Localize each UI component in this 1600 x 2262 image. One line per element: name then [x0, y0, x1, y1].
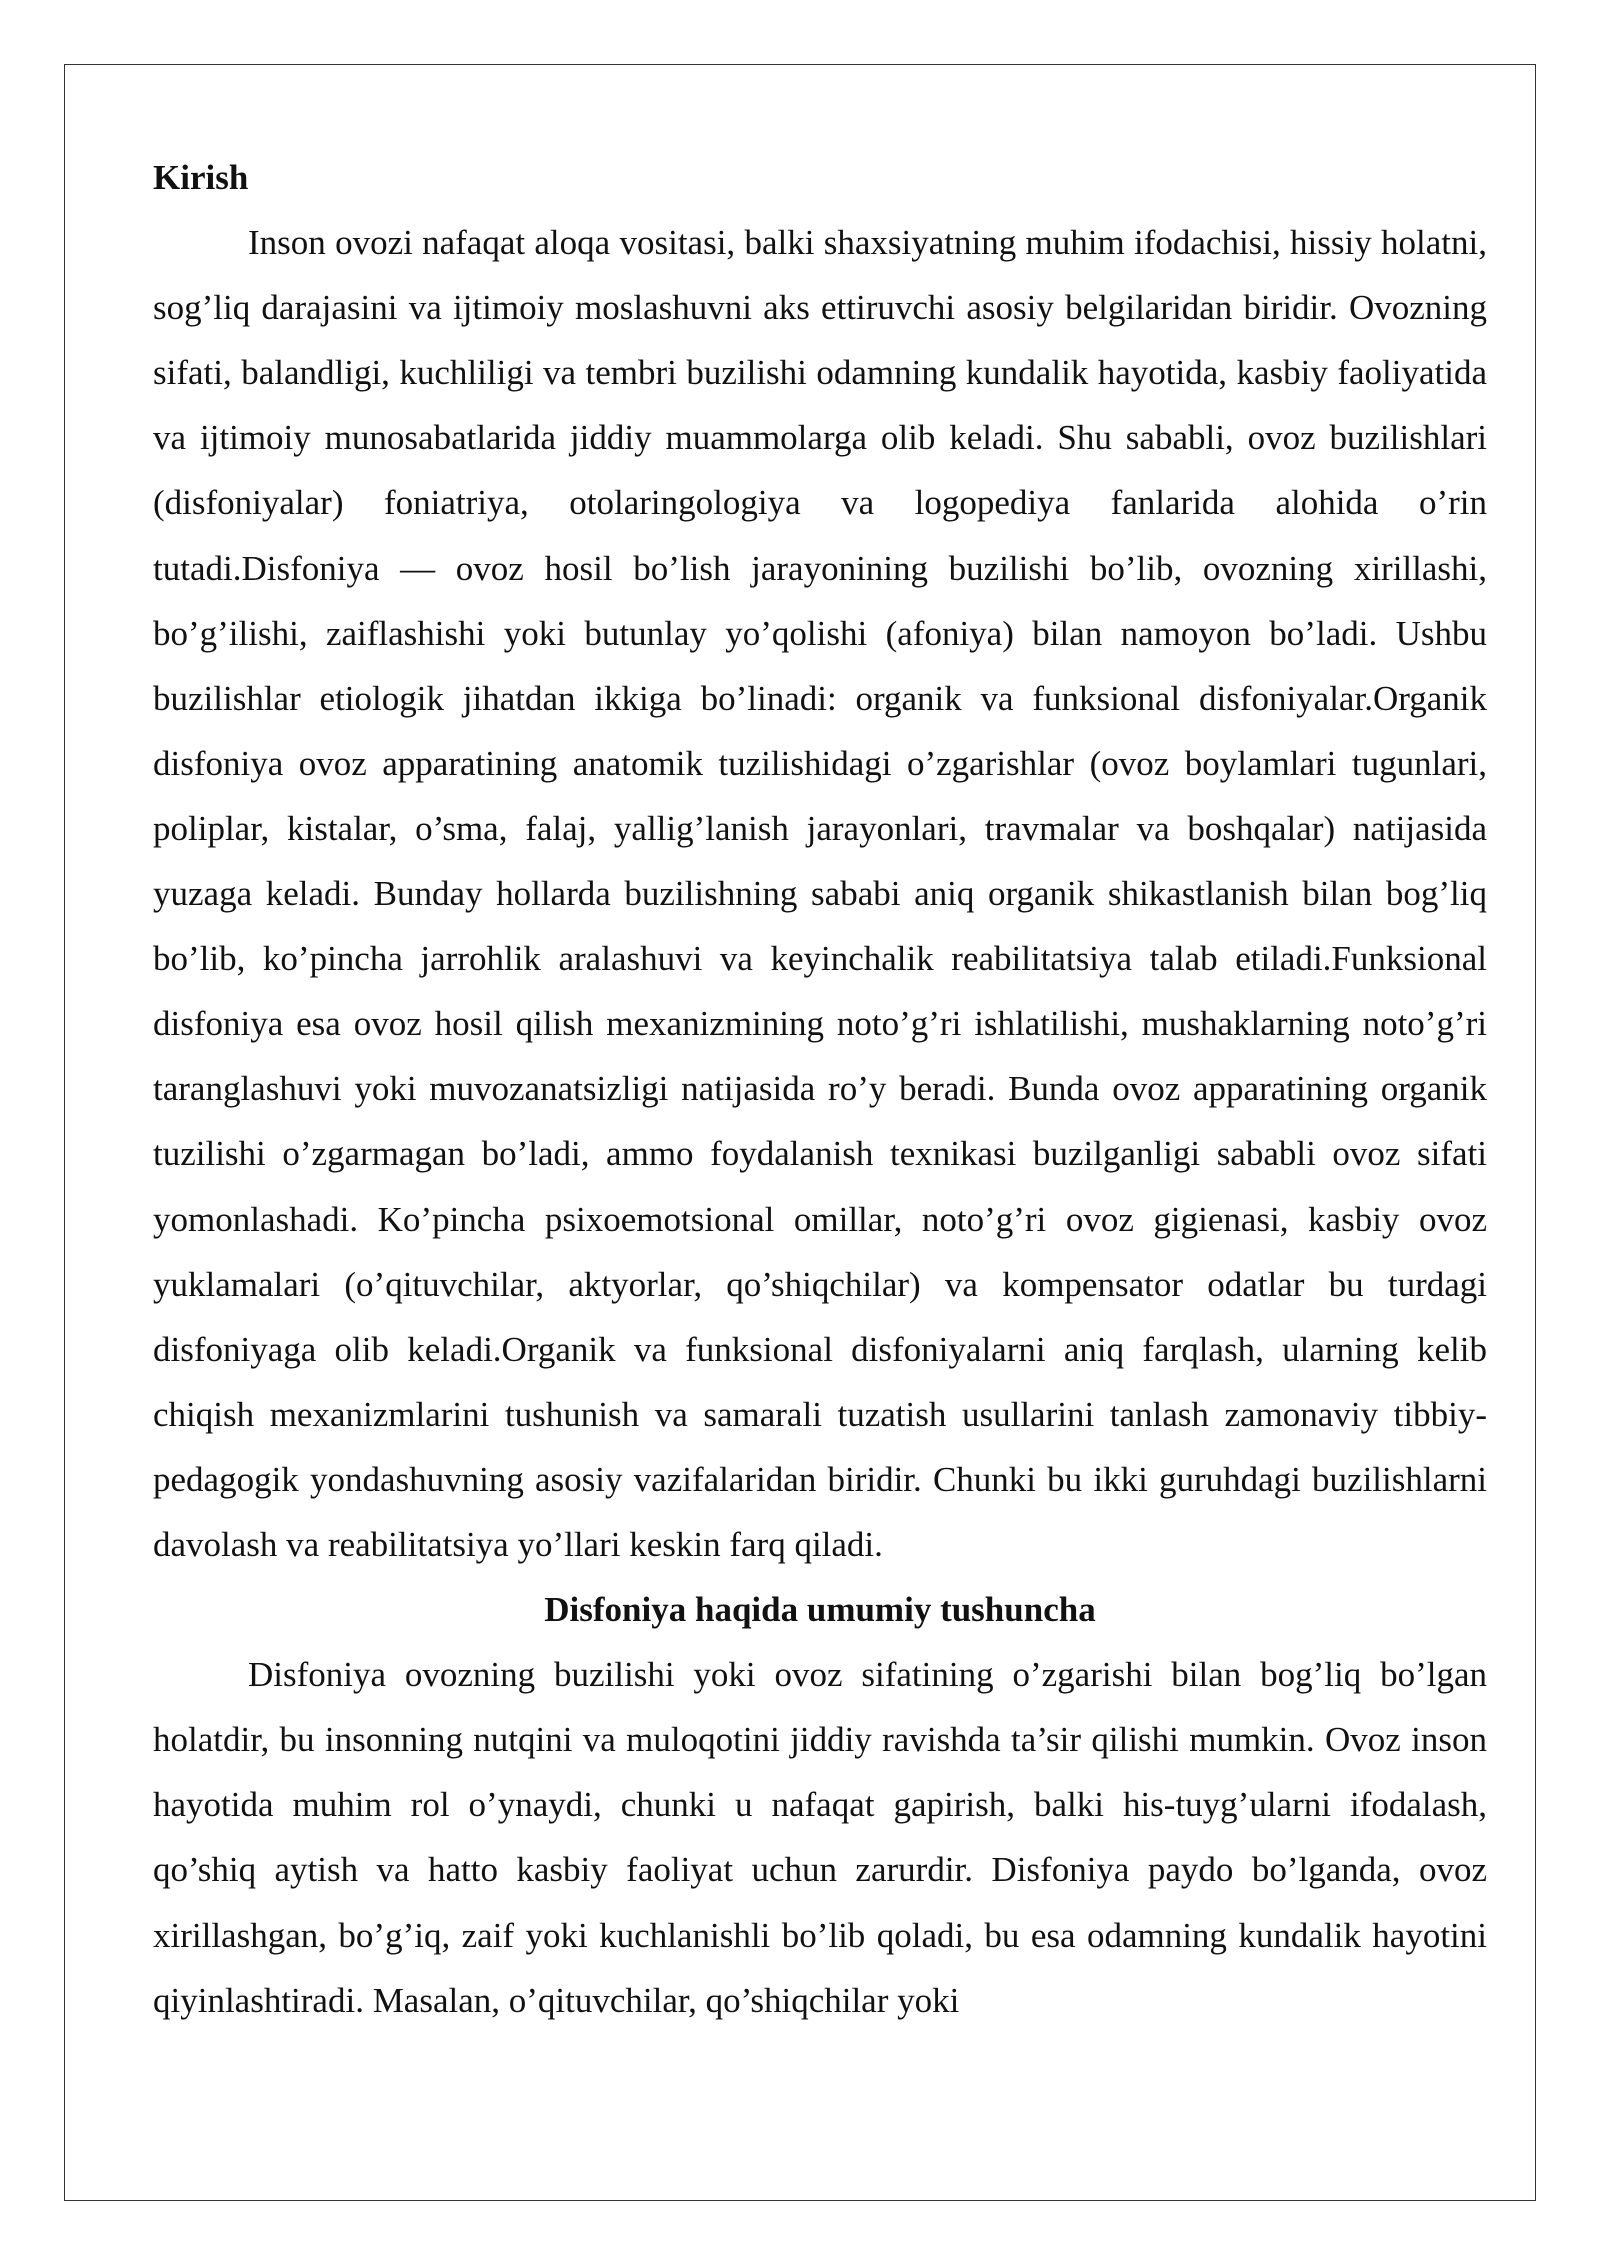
paragraph-introduction: Inson ovozi nafaqat aloqa vositasi, balki shaxsiyatning muhim ifodachisi, hissiy holatni, sog’liq darajasini va ijtimoiy moslashuvni aks ettiruvchi asosiy belgilaridan biridir. Ovozning sifati, balandligi, kuchliligi va tembri buzilishi odamning kundalik hayotida, kasbiy faoliyatida va ijtimoiy munosabatlarida jiddiy muammolarga olib keladi. Shu sababli, ovoz buzilishlari (disfoniyalar) foniatriya, otolaringologiya va logopediya fanlarida alohida o’rin tutadi.Disfoniya — ovoz hosil bo’lish jarayonining buzilishi bo’lib, ovozning xirillashi, bo’g’ilishi, zaiflashishi yoki butunlay yo’qolishi (afoniya) bilan namoyon bo’ladi. Ushbu buzilishlar etiologik jihatdan ikkiga bo’linadi: organik va funksional disfoniyalar.Organik disfoniya ovoz apparatining anatomik tuzilishidagi o’zgarishlar (ovoz boylamlari tugunlari, poliplar, kistalar, o’sma, falaj, yallig’lanish jarayonlari, travmalar va boshqalar) natijasida yuzaga keladi. Bunday hollarda buzilishning sababi aniq organik shikastlanish bilan bog’liq bo’lib, ko’pincha jarrohlik aralashuvi va keyinchalik reabilitatsiya talab etiladi.Funksional disfoniya esa ovoz hosil qilish mexanizmining noto’g’ri ishlatilishi, mushaklarning noto’g’ri taranglashuvi yoki muvozanatsizligi natijasida ro’y beradi. Bunda ovoz apparatining organik tuzilishi o’zgarmagan bo’ladi, ammo foydalanish texnikasi buzilganligi sababli ovoz sifati yomonlashadi. Ko’pincha psixoemotsional omillar, noto’g’ri ovoz gigienasi, kasbiy ovoz yuklamalari (o’qituvchilar, aktyorlar, qo’shiqchilar) va kompensator odatlar bu turdagi disfoniyaga olib keladi.Organik va funksional disfoniyalarni aniq farqlash, ularning kelib chiqish mexanizmlarini tushunish va samarali tuzatish usullarini tanlash zamonaviy tibbiy-pedagogik yondashuvning asosiy vazifalaridan biridir. Chunki bu ikki guruhdagi buzilishlarni davolash va reabilitatsiya yo’llari keskin farq qiladi.	[153, 223, 1487, 1564]
document-body	[153, 145, 1487, 2033]
paragraph-disfoniya-overview: Disfoniya ovozning buzilishi yoki ovoz sifatining o’zgarishi bilan bog’liq bo’lgan holatdir, bu insonning nutqini va muloqotini jiddiy ravishda ta’sir qilishi mumkin. Ovoz inson hayotida muhim rol o’ynaydi, chunki u nafaqat gapirish, balki his-tuyg’ularni ifodalash, qo’shiq aytish va hatto kasbiy faoliyat uchun zarurdir. Disfoniya paydo bo’lganda, ovoz xirillashgan, bo’g’iq, zaif yoki kuchlanishli bo’lib qoladi, bu esa odamning kundalik hayotini qiyinlashtiradi. Masalan, o’qituvchilar, qo’shiqchilar yoki	[153, 1655, 1487, 2020]
section-heading-kirish: Kirish	[153, 158, 249, 197]
section-heading-disfoniya: Disfoniya haqida umumiy tushuncha	[544, 1590, 1096, 1630]
